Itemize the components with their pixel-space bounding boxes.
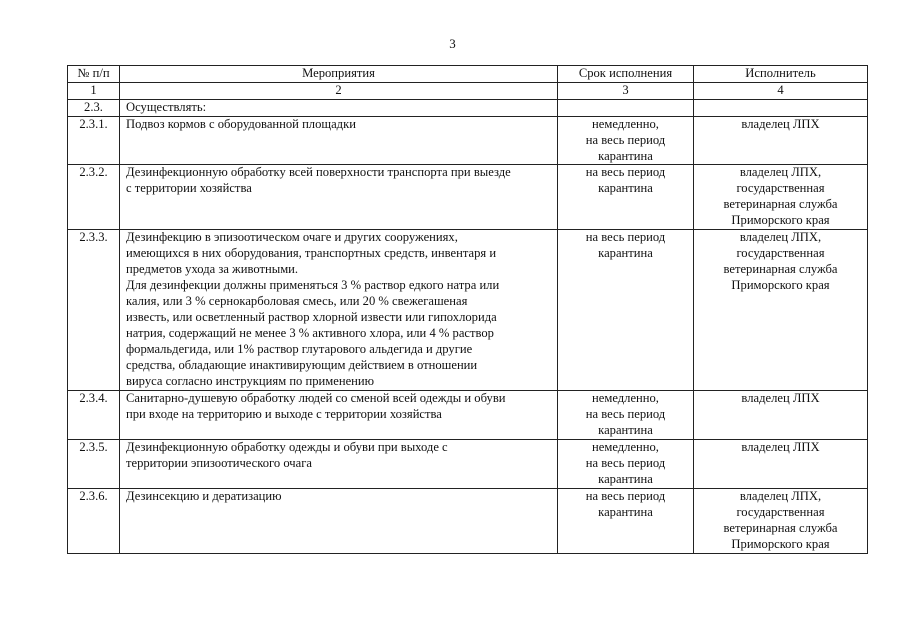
row-term xyxy=(558,165,694,230)
activity-line: вируса согласно инструкциям по применению xyxy=(126,373,375,388)
table-row xyxy=(68,99,868,116)
activity-line: имеющихся в них оборудования, транспортных средств, инвентаря и xyxy=(126,246,497,261)
activity-line: с территории хозяйства xyxy=(126,181,252,196)
executor-line: владелец ЛПХ, xyxy=(739,488,822,503)
executor-line: государственная xyxy=(736,181,825,196)
activity-line: калия, или 3 % сернокарболовая смесь, или 20 % свежегашеная xyxy=(126,294,468,309)
row-activity xyxy=(120,440,558,489)
activity-line: формальдегида, или 1% раствор глутарового альдегида и другие xyxy=(126,341,473,356)
row-executor xyxy=(694,391,868,440)
row-activity xyxy=(120,165,558,230)
executor-line: Приморского края xyxy=(731,213,830,228)
row-activity xyxy=(120,230,558,391)
activity-line: Для дезинфекции должны применяться 3 % раствор едкого натра или xyxy=(126,278,500,293)
activity-line: натрия, содержащий не менее 3 % активного хлора, или 4 % раствор xyxy=(126,325,494,340)
activity-line: Дезинфекционную обработку всей поверхности транспорта при выезде xyxy=(126,165,511,180)
term-line: карантина xyxy=(598,471,653,486)
row-executor xyxy=(694,488,868,553)
measures-table xyxy=(67,65,868,554)
activity-line: известь, или осветленный раствор хлорной извести или гипохлорида xyxy=(126,309,497,324)
table-header-row xyxy=(68,66,868,83)
table-row xyxy=(68,488,868,553)
row-term xyxy=(558,116,694,165)
column-numbers-row xyxy=(68,82,868,99)
column-number: 1 xyxy=(68,82,120,99)
term-line: на весь период xyxy=(585,488,666,503)
row-number: 2.3.1. xyxy=(68,116,120,165)
table-row xyxy=(68,440,868,489)
activity-line: Санитарно-душевую обработку людей со сменой всей одежды и обуви xyxy=(126,391,506,406)
activity-line: Дезинсекцию и дератизацию xyxy=(126,488,282,503)
row-number: 2.3.5. xyxy=(68,440,120,489)
header-activity: Мероприятия xyxy=(120,66,558,83)
term-line: карантина xyxy=(598,181,653,196)
row-executor xyxy=(694,165,868,230)
page-number: 3 xyxy=(449,36,456,51)
activity-line: при входе на территорию и выходе с территории хозяйства xyxy=(126,407,442,422)
table-body xyxy=(68,99,868,553)
table-row xyxy=(68,165,868,230)
term-line: на весь период xyxy=(585,230,666,245)
column-number: 4 xyxy=(694,82,868,99)
row-term xyxy=(558,440,694,489)
row-activity xyxy=(120,116,558,165)
row-term xyxy=(558,99,694,116)
activity-line: предметов ухода за животными. xyxy=(126,262,299,277)
row-executor xyxy=(694,116,868,165)
term-line: на весь период xyxy=(585,165,666,180)
table-row xyxy=(68,116,868,165)
header-term: Срок исполнения xyxy=(558,66,694,83)
executor-line: Приморского края xyxy=(731,536,830,551)
activity-line: средства, обладающие инактивирующим действием в отношении xyxy=(126,357,478,372)
executor-line: владелец ЛПХ xyxy=(741,440,820,455)
activity-line: Дезинфекционную обработку одежды и обуви при выходе с xyxy=(126,440,448,455)
executor-line: владелец ЛПХ, xyxy=(739,230,822,245)
header-number: № п/п xyxy=(68,66,120,83)
row-number: 2.3.6. xyxy=(68,488,120,553)
term-line: немедленно, xyxy=(592,116,659,131)
executor-line: государственная xyxy=(736,246,825,261)
column-number: 3 xyxy=(558,82,694,99)
header-executor: Исполнитель xyxy=(694,66,868,83)
executor-line: ветеринарная служба xyxy=(723,520,838,535)
executor-line: ветеринарная служба xyxy=(723,262,838,277)
row-number: 2.3.2. xyxy=(68,165,120,230)
term-line: карантина xyxy=(598,423,653,438)
row-term xyxy=(558,488,694,553)
row-number: 2.3. xyxy=(68,99,120,116)
row-term xyxy=(558,230,694,391)
activity-line: территории эпизоотического очага xyxy=(126,456,312,471)
row-executor xyxy=(694,440,868,489)
row-activity xyxy=(120,488,558,553)
executor-line: государственная xyxy=(736,504,825,519)
row-activity xyxy=(120,99,558,116)
row-number: 2.3.3. xyxy=(68,230,120,391)
term-line: на весь период xyxy=(585,132,666,147)
executor-line: ветеринарная служба xyxy=(723,197,838,212)
row-executor xyxy=(694,99,868,116)
activity-line: Дезинфекцию в эпизоотическом очаге и других сооружениях, xyxy=(126,230,458,245)
term-line: на весь период xyxy=(585,407,666,422)
column-number: 2 xyxy=(120,82,558,99)
row-activity xyxy=(120,391,558,440)
activity-line: Подвоз кормов с оборудованной площадки xyxy=(126,116,356,131)
row-number: 2.3.4. xyxy=(68,391,120,440)
executor-line: Приморского края xyxy=(731,278,830,293)
row-executor xyxy=(694,230,868,391)
table-row xyxy=(68,391,868,440)
executor-line: владелец ЛПХ xyxy=(741,116,820,131)
term-line: немедленно, xyxy=(592,440,659,455)
term-line: немедленно, xyxy=(592,391,659,406)
table-row xyxy=(68,230,868,391)
executor-line: владелец ЛПХ, xyxy=(739,165,822,180)
row-term xyxy=(558,391,694,440)
term-line: на весь период xyxy=(585,456,666,471)
term-line: карантина xyxy=(598,504,653,519)
executor-line: владелец ЛПХ xyxy=(741,391,820,406)
term-line: карантина xyxy=(598,246,653,261)
activity-line: Осуществлять: xyxy=(126,99,207,114)
term-line: карантина xyxy=(598,148,653,163)
